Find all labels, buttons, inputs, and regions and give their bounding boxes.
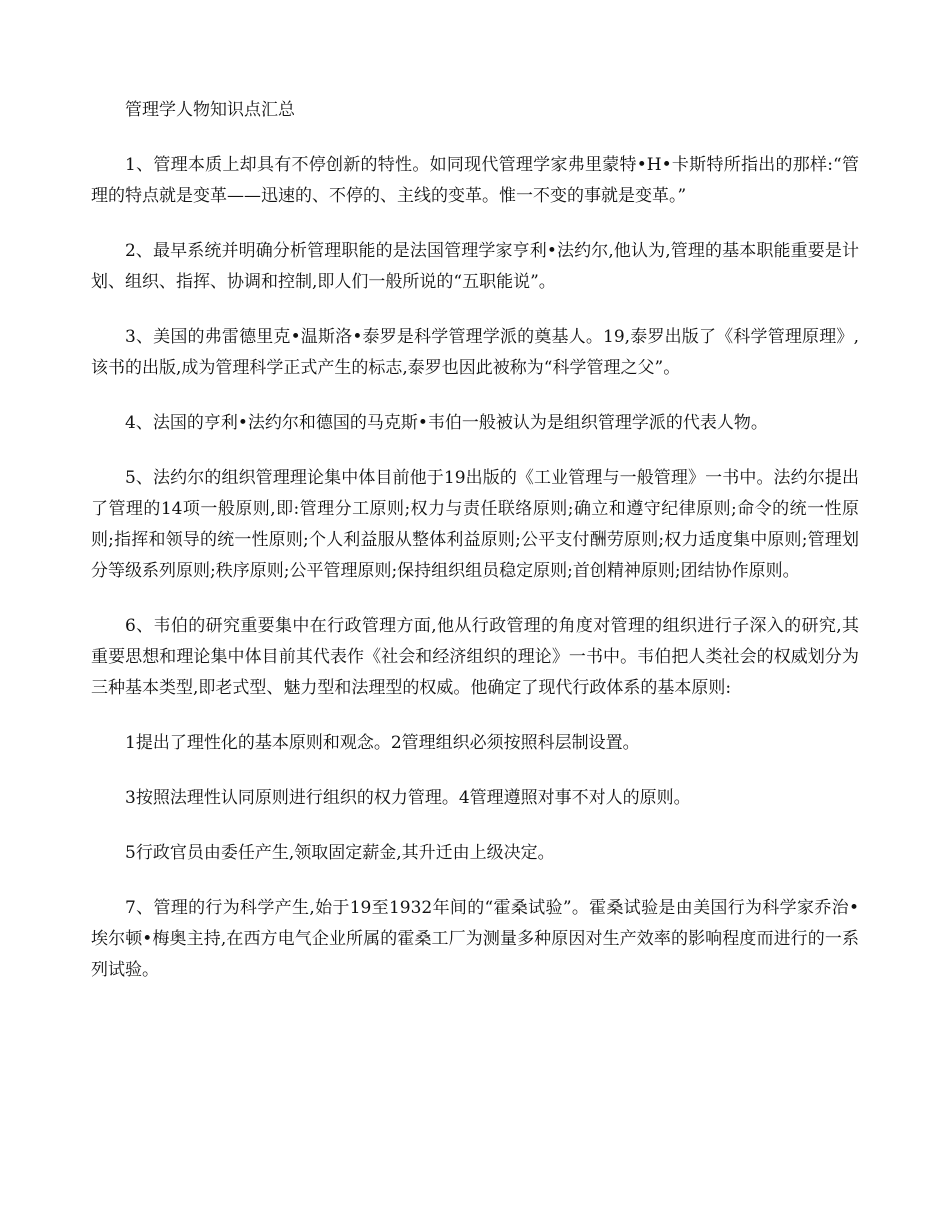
principle-line-3: 5行政官员由委任产生,领取固定薪金,其升迁由上级决定。 bbox=[125, 843, 555, 863]
paragraph-2: 2、最早系统并明确分析管理职能的是法国管理学家亨利•法约尔,他认为,管理的基本职能重要是计划、组织、指挥、协调和控制,即人们一般所说的“五职能说”。 bbox=[91, 241, 859, 292]
principle-line-2: 3按照法理性认同原则进行组织的权力管理。4管理遵照对事不对人的原则。 bbox=[125, 788, 691, 808]
document-title: 管理学人物知识点汇总 bbox=[125, 100, 295, 120]
principle-line-1: 1提出了理性化的基本原则和观念。2管理组织必须按照科层制设置。 bbox=[125, 733, 640, 753]
paragraph-3: 3、美国的弗雷德里克•温斯洛•泰罗是科学管理学派的奠基人。19,泰罗出版了《科学管理原理》,该书的出版,成为管理科学正式产生的标志,泰罗也因此被称为“科学管理之父”。 bbox=[91, 327, 859, 378]
paragraph-5: 5、法约尔的组织管理理论集中体目前他于19出版的《工业管理与一般管理》一书中。法约尔提出了管理的14项一般原则,即:管理分工原则;权力与责任联络原则;确立和遵守纪律原则;命令的统一性原则;指挥和领导的统一性原则;个人利益服从整体利益原则;公平支付酬劳原则;权力适度集中原则;管理划分等级系列原则;秩序原则;公平管理原则;保持组织组员稳定原则;首创精神原则;团结协作原则。 bbox=[91, 468, 859, 581]
paragraph-4: 4、法国的亨利•法约尔和德国的马克斯•韦伯一般被认为是组织管理学派的代表人物。 bbox=[125, 413, 768, 433]
paragraph-6: 6、韦伯的研究重要集中在行政管理方面,他从行政管理的角度对管理的组织进行子深入的研究,其重要思想和理论集中体目前其代表作《社会和经济组织的理论》一书中。韦伯把人类社会的权威划分为三种基本类型,即老式型、魅力型和法理型的权威。他确定了现代行政体系的基本原则: bbox=[91, 616, 859, 698]
paragraph-1: 1、管理本质上却具有不停创新的特性。如同现代管理学家弗里蒙特•H•卡斯特所指出的那样:“管理的特点就是变革——迅速的、不停的、主线的变革。惟一不变的事就是变革。” bbox=[91, 155, 859, 206]
paragraph-7: 7、管理的行为科学产生,始于19至1932年间的“霍桑试验”。霍桑试验是由美国行为科学家乔治•埃尔顿•梅奥主持,在西方电气企业所属的霍桑工厂为测量多种原因对生产效率的影响程度而进行的一系列试验。 bbox=[91, 898, 859, 980]
document-body bbox=[91, 95, 859, 1010]
